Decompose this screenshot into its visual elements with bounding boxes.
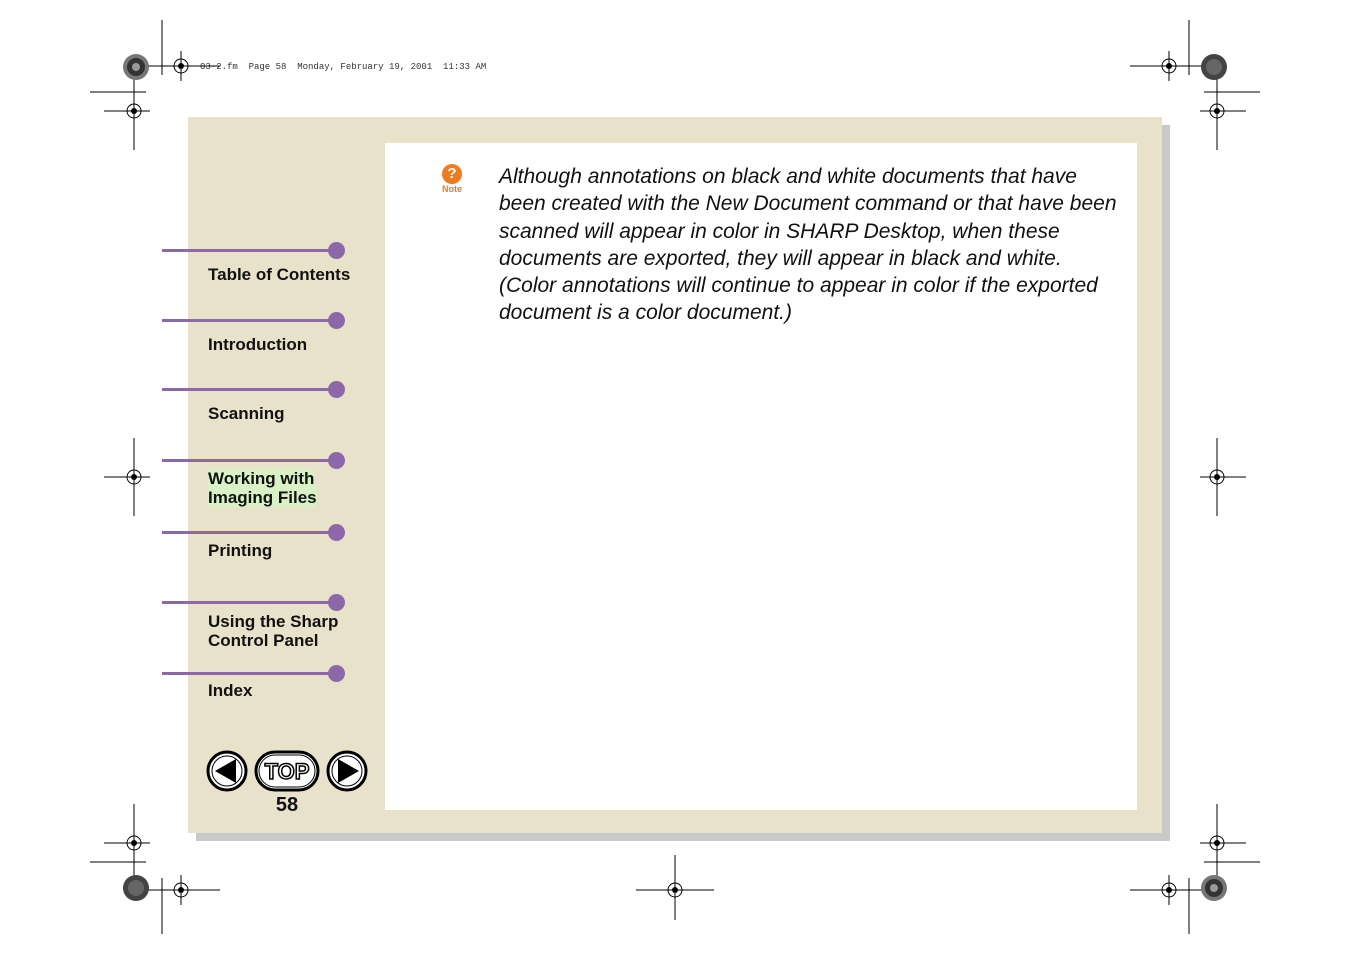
sidebar-item-label[interactable] (208, 612, 358, 650)
top-button-label: TOP (264, 759, 310, 784)
question-icon: ? (442, 164, 462, 184)
nav-bullet-icon (328, 312, 345, 329)
sidebar-item-label-line: Control Panel (208, 631, 319, 650)
sidebar-item-label-line: Imaging Files (208, 488, 317, 507)
sidebar-item-label[interactable]: Index (208, 681, 253, 700)
registration-target-icon (1154, 51, 1184, 81)
registration-target-icon (1154, 875, 1184, 905)
page-navigation (206, 750, 368, 792)
nav-divider (162, 601, 336, 604)
nav-bullet-icon (328, 594, 345, 611)
top-button[interactable] (254, 750, 320, 792)
registration-target-icon (166, 51, 196, 81)
sidebar-item-label[interactable]: Introduction (208, 335, 308, 354)
nav-divider (162, 459, 336, 462)
sidebar-item-label-line: Working with (208, 469, 315, 488)
nav-divider (162, 388, 336, 391)
nav-divider (162, 531, 336, 534)
nav-bullet-icon (328, 381, 345, 398)
page-number: 58 (275, 794, 299, 816)
nav-bullet-icon (328, 452, 345, 469)
note-icon (441, 164, 463, 196)
registration-target-icon (119, 462, 149, 492)
nav-bullet-icon (328, 524, 345, 541)
sidebar-item-label[interactable]: Printing (208, 541, 273, 560)
registration-target-icon (119, 828, 149, 858)
nav-divider (162, 319, 336, 322)
registration-target-icon (1202, 828, 1232, 858)
sidebar-item-label-line: Using the Sharp (208, 612, 339, 631)
registration-target-icon (1202, 462, 1232, 492)
calibration-circle-icon (1200, 874, 1228, 902)
registration-target-icon (119, 96, 149, 126)
note-label: Note (442, 184, 462, 194)
calibration-circle-icon (122, 53, 150, 81)
registration-target-icon (166, 875, 196, 905)
note-text: Although annotations on black and white documents that have been created with the New Document command or that have been scanned will appear in color in SHARP Desktop, when these documents are exported, they will appear in black and white. (Color annotations will continue to appear in color if the exported document is a color document.) (499, 165, 1117, 325)
calibration-circle-icon (122, 874, 150, 902)
nav-divider (162, 249, 336, 252)
calibration-circle-icon (1200, 53, 1228, 81)
nav-bullet-icon (328, 665, 345, 682)
next-page-button[interactable] (326, 750, 368, 792)
nav-divider (162, 672, 336, 675)
sidebar-item-label[interactable] (208, 469, 358, 507)
registration-target-icon (660, 875, 690, 905)
nav-bullet-icon (328, 242, 345, 259)
print-header: 03-2.fm Page 58 Monday, February 19, 2001 11:33 AM (200, 62, 487, 72)
previous-page-button[interactable] (206, 750, 248, 792)
sidebar-item-label[interactable]: Scanning (208, 404, 285, 423)
sidebar-item-label[interactable]: Table of Contents (208, 265, 351, 284)
registration-target-icon (1202, 96, 1232, 126)
